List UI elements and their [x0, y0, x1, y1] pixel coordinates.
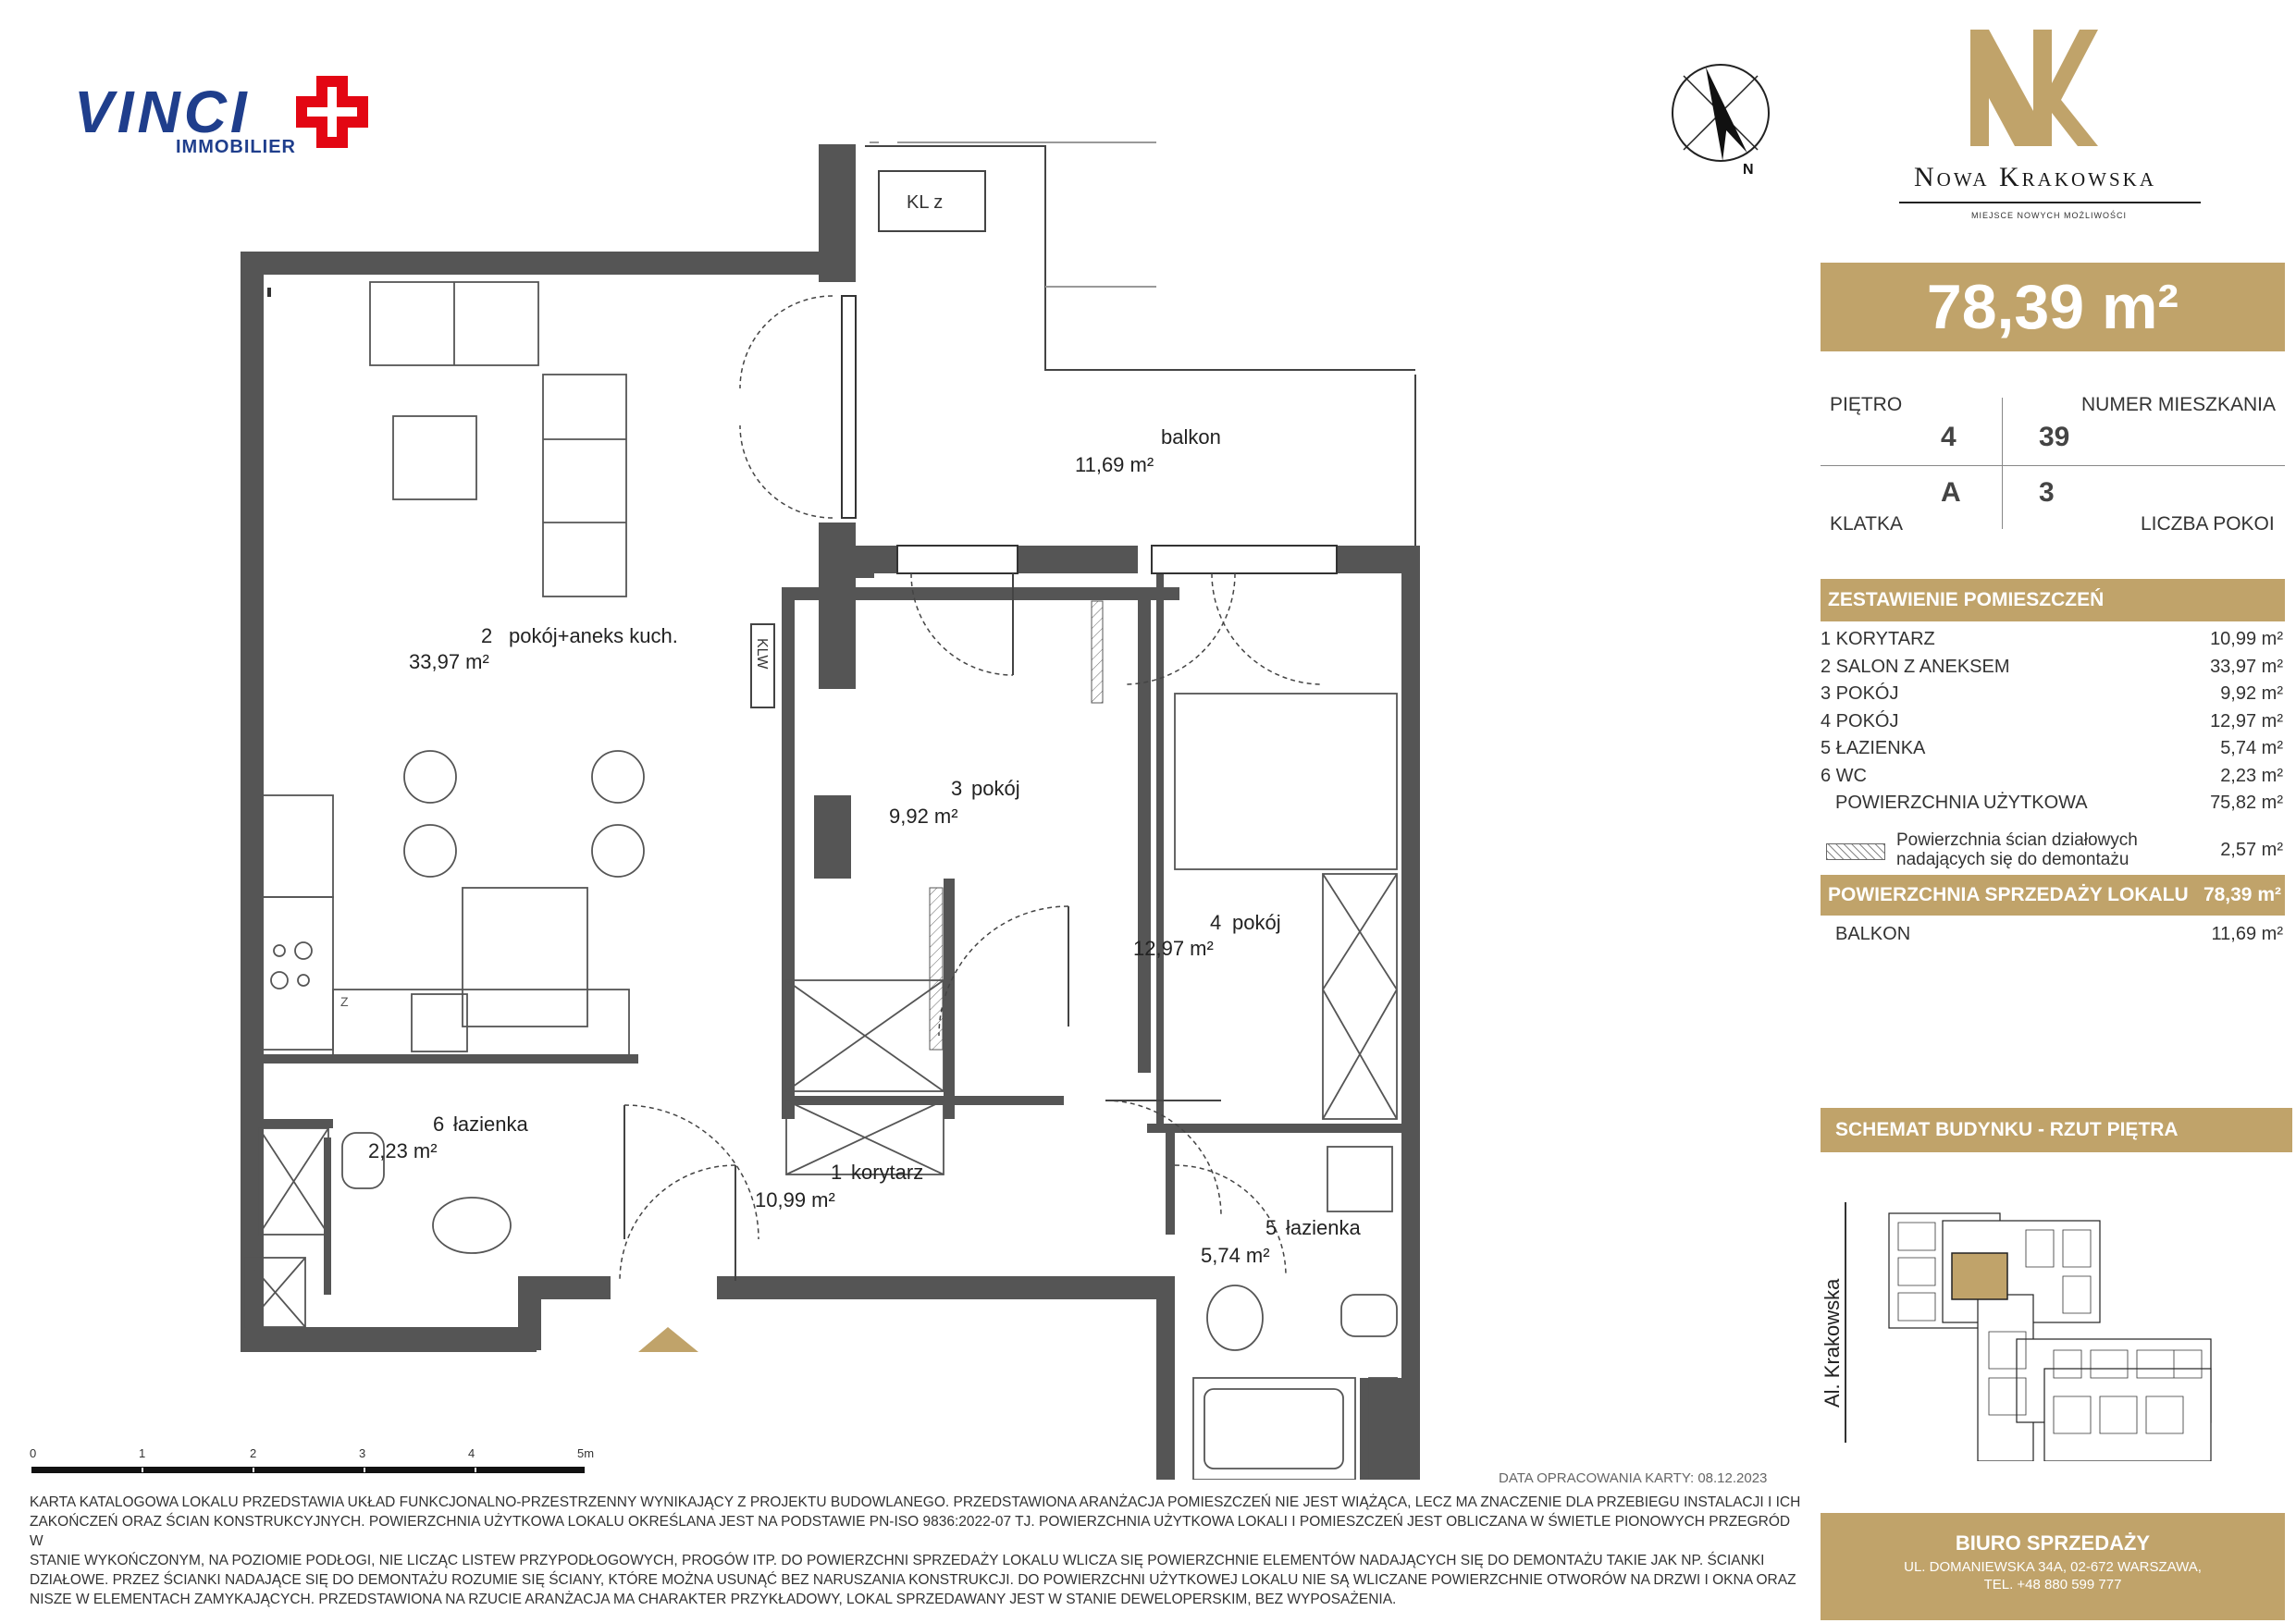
floor-label: PIĘTRO [1830, 394, 1903, 415]
klz-label: KL z [907, 192, 944, 213]
info-divider-h [1821, 465, 2285, 466]
hatch-legend-swatch [1826, 843, 1885, 860]
room4-num: 4 [1210, 911, 1222, 934]
summary-row: 5 ŁAZIENKA 5,74 m² [1821, 738, 2283, 758]
sales-area-label: POWIERZCHNIA SPRZEDAŻY LOKALU [1828, 884, 2189, 905]
room5-area: 5,74 m² [1201, 1244, 1270, 1267]
balcony-area: 11,69 m² [1075, 453, 1154, 476]
building-schema-map [1813, 1202, 2294, 1461]
scale-tick: 2 [250, 1446, 257, 1460]
scale-tick: 3 [359, 1446, 366, 1460]
nowa-krakowska-logo-icon [1969, 28, 2098, 148]
entrance-marker-icon [638, 1327, 698, 1352]
immobilier-wordmark: IMMOBILIER [176, 137, 296, 157]
scale-tick: 0 [30, 1446, 37, 1460]
sales-area-value: 78,39 m² [2203, 884, 2281, 905]
total-area-badge: 78,39 m² [1821, 263, 2285, 351]
balcony-row: BALKON 11,69 m² [1835, 924, 2283, 944]
project-title: Nowa Krakowska [1914, 162, 2156, 192]
title-underline [1899, 202, 2201, 203]
room5-label: łazienka [1286, 1216, 1361, 1239]
project-subtitle: MIEJSCE NOWYCH MOŻLIWOŚCI [1970, 211, 2127, 220]
room4-label: pokój [1232, 911, 1281, 934]
room6-area: 2,23 m² [368, 1139, 438, 1162]
info-divider-v [2002, 398, 2003, 529]
disclaimer: KARTA KATALOGOWA LOKALU PRZEDSTAWIA UKŁAD FUNKCJONALNO-PRZESTRZENNY WYNIKAJĄCY Z PROJEKTU BUDOWLANEGO. PRZEDSTAWIONA ARANŻACJA POMIESZCZEŃ NIE JEST WIĄŻĄCA, LECZ MA ZNACZENIE DLA PRZEBIEGU INSTALACJI I ICH ZAKOŃCZEŃ ORAZ ŚCIAN KONSTRUKCYJNYCH. POWIERZCHNIA UŻYTKOWA LOKALU OKREŚLANA JEST NA PODSTAWIE PN-ISO 9836:2022-07 TJ. POWIERZCHNIA UŻYTKOWA LOKALI I POMIESZCZEŃ JEST OBLICZANA W ŚWIETLE PIONOWYCH PRZEGRÓD W STANIE WYKOŃCZONYM, NA POZIOMIE PODŁOGI, NIE LICZĄC LISTEW PRZYPODŁOGOWYCH, PROGÓW ITP. DO POWIERZCHNI SPRZEDAŻY LOKALU WLICZA SIĘ POWIERZCHNIE ELEMENTÓW NADAJĄCYCH SIĘ DO DEMONTAŻU TAKIE JAK NP. ŚCIANKI DZIAŁOWE. PRZEZ ŚCIANKI NADAJĄCE SIĘ DO DEMONTAŻU ROZUMIE SIĘ ŚCIANY, KTÓRE MOŻNA USUNĄĆ BEZ NARUSZANIA KONSTRUKCJI. DO POWIERZCHNI UŻYTKOWEJ LOKALU NIE SĄ WLICZANE POWIERZCHNIE OTWORÓW NA DRZWI I OKNA ORAZ NISZE W ELEMENTACH ZAMYKAJĄCYCH. PRZEDSTAWIONA NA RZUCIE ARANŻACJA MA CHARAKTER PRZYKŁADOWY, LOKAL SPRZEDAWANY JEST W STANIE DEWELOPERSKIM, BEZ WYPOSAŻENIA. [30, 1494, 1801, 1607]
room4-area: 12,97 m² [1133, 937, 1214, 960]
room1-label: korytarz [851, 1161, 924, 1184]
z-mark: Z [340, 994, 349, 1009]
klw-label: KLW [754, 638, 770, 670]
compass-north-label: N [1743, 162, 1754, 178]
room2-label: pokój+aneks kuch. [509, 624, 678, 647]
room1-area: 10,99 m² [755, 1188, 835, 1211]
schema-header: SCHEMAT BUDYNKU - RZUT PIĘTRA [1821, 1108, 2292, 1152]
rooms-label: LICZBA POKOI [2141, 513, 2275, 535]
room3-label: pokój [971, 777, 1020, 800]
room2-area: 33,97 m² [409, 650, 489, 673]
stair-label: KLATKA [1830, 513, 1903, 535]
summary-row: 2 SALON Z ANEKSEM 33,97 m² [1821, 657, 2283, 677]
summary-row: 4 POKÓJ 12,97 m² [1821, 711, 2283, 732]
room5-num: 5 [1265, 1216, 1278, 1239]
sales-office-box [1821, 1513, 2285, 1620]
sales-area-bar [1821, 875, 2285, 916]
stair-value: A [1941, 477, 1961, 508]
floor-plan [231, 139, 1452, 1480]
number-value: 39 [2039, 422, 2070, 452]
scale-bar [30, 1446, 595, 1482]
walls-value: 2,57 m² [2220, 840, 2283, 860]
scale-tick: 5m [577, 1446, 595, 1460]
scale-tick: 4 [468, 1446, 475, 1460]
vinci-wordmark: VINCI [74, 79, 251, 145]
summary-row: 6 WC 2,23 m² [1821, 766, 2283, 786]
room3-area: 9,92 m² [889, 805, 958, 828]
number-label: NUMER MIESZKANIA [2081, 394, 2277, 415]
street-label: Al. Krakowska [1821, 1278, 1844, 1408]
sales-office-title: BIURO SPRZEDAŻY [1955, 1531, 2151, 1555]
room1-num: 1 [831, 1161, 843, 1184]
rooms-value: 3 [2039, 477, 2055, 508]
usable-area-row: POWIERZCHNIA UŻYTKOWA 75,82 m² [1835, 793, 2283, 813]
sales-office-address: UL. DOMANIEWSKA 34A, 02-672 WARSZAWA, [1904, 1559, 2202, 1575]
room2-num: 2 [481, 624, 493, 647]
room6-label: łazienka [453, 1113, 528, 1136]
floor-value: 4 [1941, 422, 1957, 452]
summary-row: 3 POKÓJ 9,92 m² [1821, 683, 2283, 704]
date-label: DATA OPRACOWANIA KARTY: 08.12.2023 [1499, 1470, 1768, 1486]
compass-icon [1665, 57, 1785, 178]
balcony-label: balkon [1161, 425, 1221, 449]
sales-office-phone: TEL. +48 880 599 777 [1983, 1577, 2122, 1592]
scale-tick: 1 [139, 1446, 146, 1460]
summary-row: 1 KORYTARZ 10,99 m² [1821, 629, 2283, 649]
room3-num: 3 [951, 777, 963, 800]
room6-num: 6 [433, 1113, 445, 1136]
rooms-summary-header: ZESTAWIENIE POMIESZCZEŃ [1821, 579, 2285, 621]
walls-label: Powierzchnia ścian działowych nadających się do demontażu [1896, 830, 2138, 869]
